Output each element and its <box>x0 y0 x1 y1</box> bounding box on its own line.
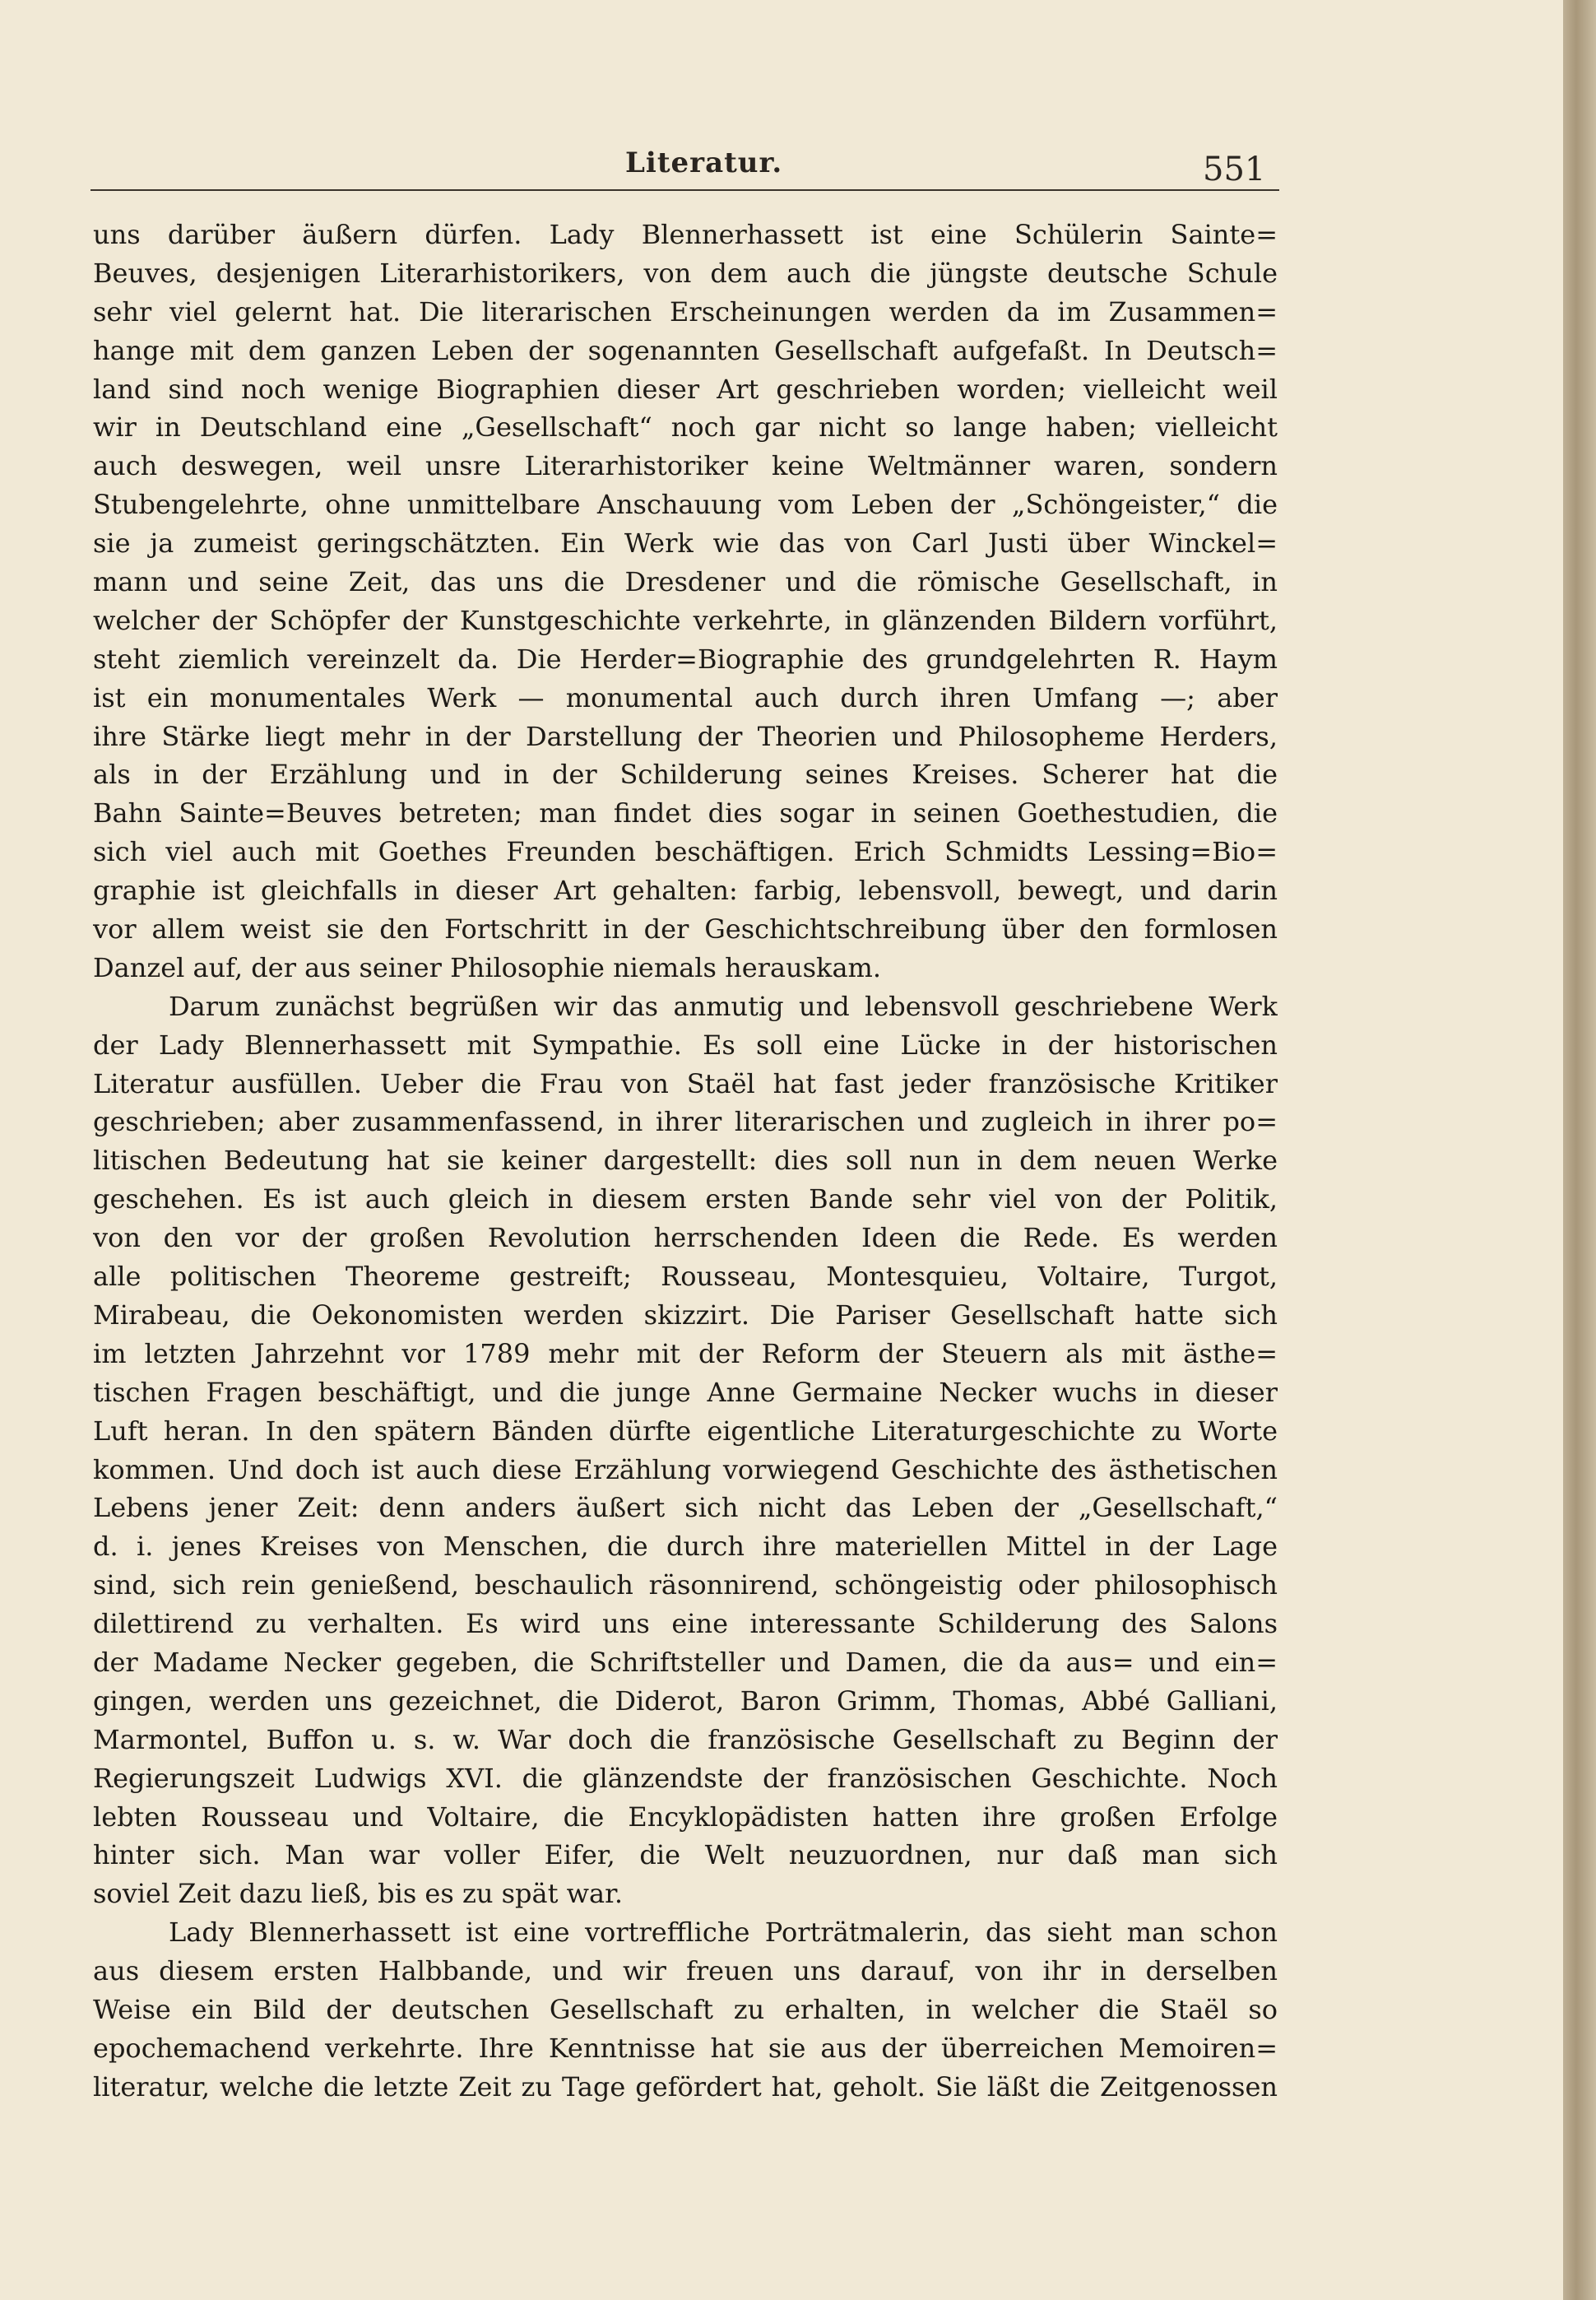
header-rule <box>90 189 1279 191</box>
text-line: land sind noch wenige Biographien dieser Art geschrieben worden; vielleicht weil <box>93 373 1278 405</box>
text-line: vor allem weist sie den Fortschritt in der Geschichtschreibung über den formlosen <box>93 913 1278 946</box>
text-line: gingen, werden uns gezeichnet, die Diderot, Baron Grimm, Thomas, Abbé Galliani, <box>93 1684 1278 1717</box>
text-line: sich viel auch mit Goethes Freunden beschäftigen. Erich Schmidts Lessing=Bio= <box>93 836 1278 868</box>
text-line: Danzel auf, der aus seiner Philosophie niemals herauskam. <box>93 951 882 983</box>
text-line: ihre Stärke liegt mehr in der Darstellung der Theorien und Philosopheme Herders, <box>93 720 1278 752</box>
text-line: wir in Deutschland eine „Gesellschaft“ noch gar nicht so lange haben; vielleicht <box>93 411 1278 444</box>
text-line: Stubengelehrte, ohne unmittelbare Anschauung vom Leben der „Schöngeister,“ die <box>93 489 1278 521</box>
text-line: sehr viel gelernt hat. Die literarischen Erscheinungen werden da im Zusammen= <box>93 295 1278 328</box>
text-line: welcher der Schöpfer der Kunstgeschichte verkehrte, in glänzenden Bildern vorführt, <box>93 604 1278 636</box>
running-title: Literatur. <box>625 146 783 179</box>
text-line: auch deswegen, weil unsre Literarhistoriker keine Weltmänner waren, sondern <box>93 450 1278 482</box>
text-line: Lady Blennerhassett ist eine vortreffliche Porträtmalerin, das sieht man schon <box>169 1917 1278 1949</box>
text-line: d. i. jenes Kreises von Menschen, die durch ihre materiellen Mittel in der Lage <box>93 1531 1278 1563</box>
text-line: uns darüber äußern dürfen. Lady Blennerhassett ist eine Schülerin Sainte= <box>93 219 1278 250</box>
text-line: Beuves, desjenigen Literarhistorikers, von dem auch die jüngste deutsche Schule <box>93 257 1278 289</box>
text-line: Marmontel, Buffon u. s. w. War doch die französische Gesellschaft zu Beginn der <box>93 1723 1278 1755</box>
text-line: Mirabeau, die Oekonomisten werden skizzirt. Die Pariser Gesellschaft hatte sich <box>93 1299 1278 1331</box>
text-line: geschrieben; aber zusammenfassend, in ihrer literarischen und zugleich in ihrer po= <box>93 1106 1278 1138</box>
page-number: 551 <box>1203 151 1266 188</box>
text-line: mann und seine Zeit, das uns die Dresdener und die römische Gesellschaft, in <box>93 566 1278 598</box>
page-edge <box>1563 0 1596 2300</box>
text-line: sie ja zumeist geringschätzten. Ein Werk wie das von Carl Justi über Winckel= <box>93 527 1278 560</box>
text-line: als in der Erzählung und in der Schilderung seines Kreises. Scherer hat die <box>93 759 1278 791</box>
text-line: epochemachend verkehrte. Ihre Kenntnisse hat sie aus der überreichen Memoiren= <box>93 2032 1278 2064</box>
text-line: litischen Bedeutung hat sie keiner dargestellt: dies soll nun in dem neuen Werke <box>93 1145 1278 1177</box>
text-line: sind, sich rein genießend, beschaulich räsonnirend, schöngeistig oder philosophisch <box>93 1569 1278 1601</box>
text-line: Darum zunächst begrüßen wir das anmutig und lebensvoll geschriebene Werk <box>169 990 1278 1022</box>
page-header <box>0 0 1563 197</box>
text-line: dilettirend zu verhalten. Es wird uns eine interessante Schilderung des Salons <box>93 1608 1278 1640</box>
text-line: soviel Zeit dazu ließ, bis es zu spät war. <box>93 1878 624 1910</box>
text-line: ist ein monumentales Werk — monumental auch durch ihren Umfang —; aber <box>93 681 1278 713</box>
text-line: im letzten Jahrzehnt vor 1789 mehr mit der Reform der Steuern als mit ästhe= <box>93 1337 1278 1369</box>
text-line: tischen Fragen beschäftigt, und die junge Anne Germaine Necker wuchs in dieser <box>93 1376 1278 1408</box>
text-line: geschehen. Es ist auch gleich in diesem ersten Bande sehr viel von der Politik, <box>93 1183 1278 1215</box>
text-line: Regierungszeit Ludwigs XVI. die glänzendste der französischen Geschichte. Noch <box>93 1762 1278 1794</box>
text-line: steht ziemlich vereinzelt da. Die Herder=Biographie des grundgelehrten R. Haym <box>93 643 1278 675</box>
text-line: literatur, welche die letzte Zeit zu Tage gefördert hat, geholt. Sie läßt die Zeitgenossen <box>93 2070 1278 2103</box>
text-line: hange mit dem ganzen Leben der sogenannten Gesellschaft aufgefaßt. In Deutsch= <box>93 334 1278 366</box>
text-line: lebten Rousseau und Voltaire, die Encyklopädisten hatten ihre großen Erfolge <box>93 1801 1278 1833</box>
text-line: hinter sich. Man war voller Eifer, die Welt neuzuordnen, nur daß man sich <box>93 1839 1278 1871</box>
body-text <box>93 216 1278 2107</box>
text-line: Luft heran. In den spätern Bänden dürfte eigentliche Literaturgeschichte zu Worte <box>93 1415 1278 1447</box>
text-line: graphie ist gleichfalls in dieser Art gehalten: farbig, lebensvoll, bewegt, und darin <box>93 875 1278 907</box>
text-line: aus diesem ersten Halbbande, und wir freuen uns darauf, von ihr in derselben <box>93 1955 1278 1987</box>
text-line: alle politischen Theoreme gestreift; Rousseau, Montesquieu, Voltaire, Turgot, <box>93 1261 1278 1293</box>
text-line: Literatur ausfüllen. Ueber die Frau von Staël hat fast jeder französische Kritiker <box>93 1067 1278 1099</box>
text-line: der Lady Blennerhassett mit Sympathie. Es soll eine Lücke in der historischen <box>93 1029 1278 1061</box>
text-line: von den vor der großen Revolution herrschenden Ideen die Rede. Es werden <box>93 1222 1278 1254</box>
text-line: Weise ein Bild der deutschen Gesellschaft zu erhalten, in welcher die Staël so <box>93 1993 1278 2025</box>
text-line: kommen. Und doch ist auch diese Erzählung vorwiegend Geschichte des ästhetischen <box>93 1453 1278 1485</box>
text-line: Lebens jener Zeit: denn anders äußert sich nicht das Leben der „Gesellschaft,“ <box>93 1492 1278 1524</box>
text-line: Bahn Sainte=Beuves betreten; man findet dies sogar in seinen Goethestudien, die <box>93 797 1278 829</box>
text-line: der Madame Necker gegeben, die Schriftsteller und Damen, die da aus= und ein= <box>93 1646 1278 1678</box>
